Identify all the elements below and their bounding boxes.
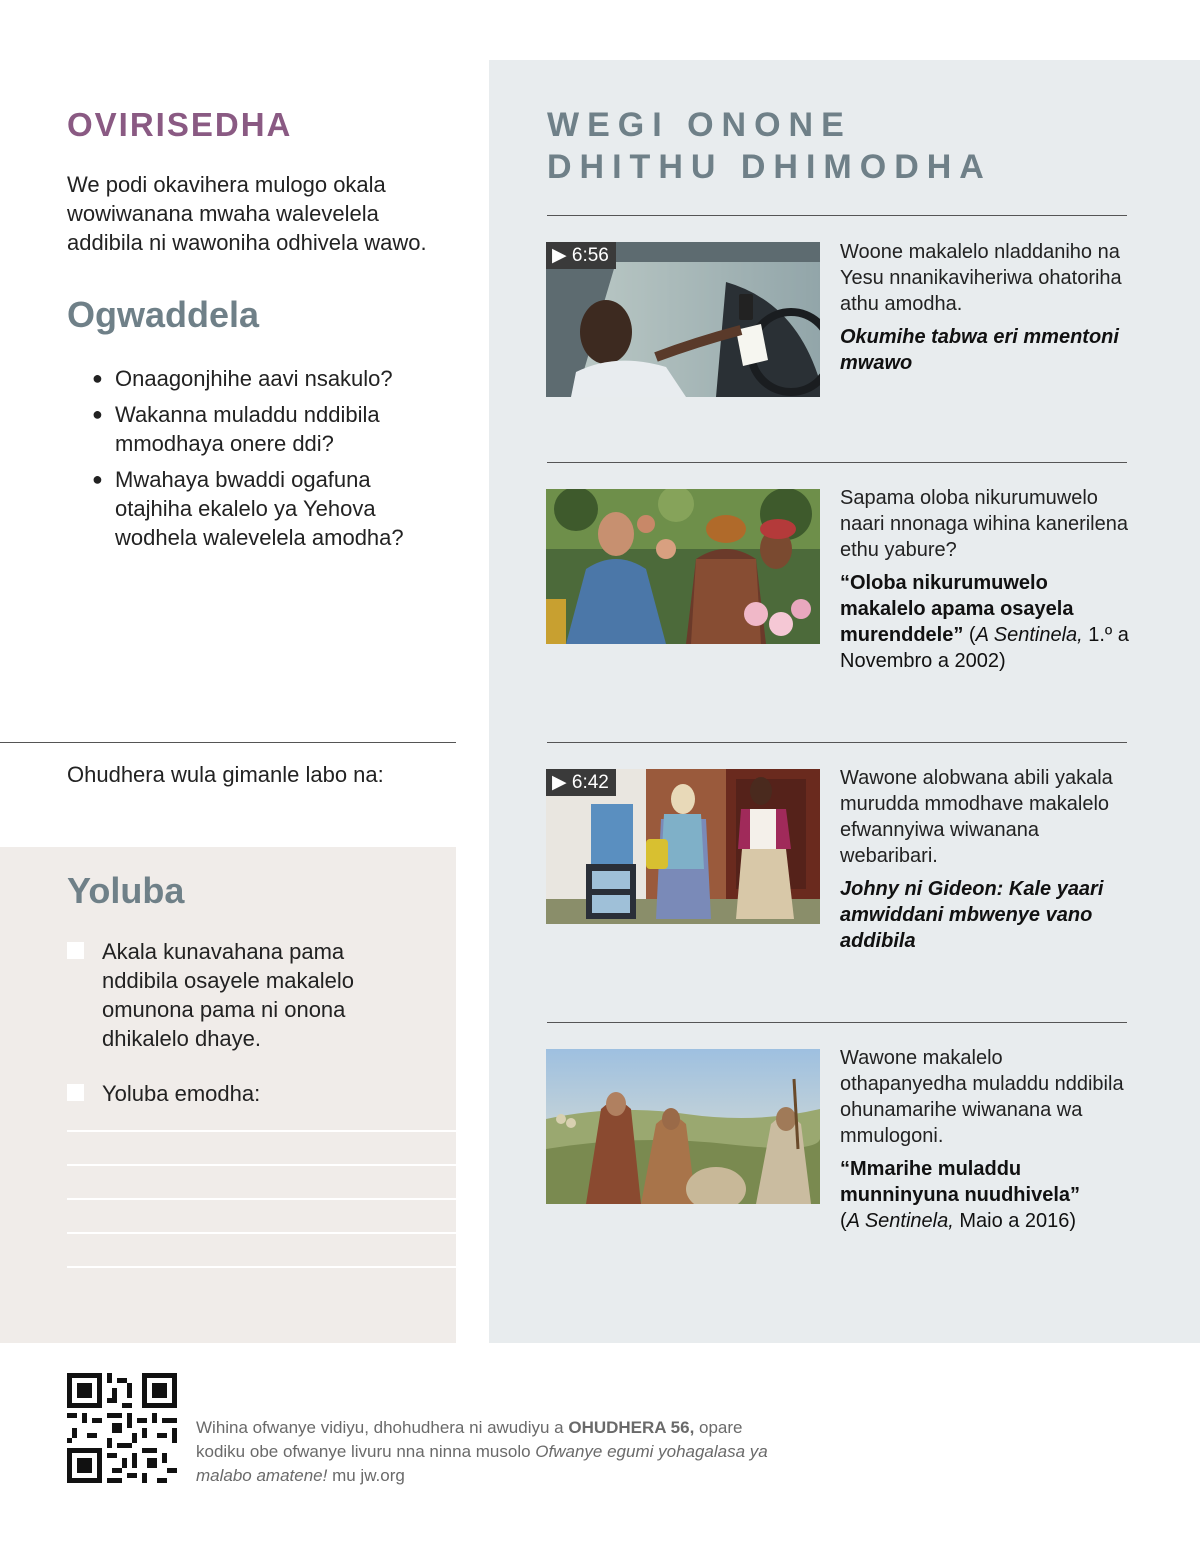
qr-code-icon (67, 1373, 177, 1483)
article-image[interactable] (546, 1049, 820, 1204)
writing-line (67, 1164, 456, 1166)
practice-title: Yoluba (67, 870, 185, 911)
resource-description: Sapama oloba nikurumuwelo naari nnonaga wihina kanerilena ethu yabure? (840, 487, 1128, 561)
resource-description: Wawone makalelo othapanyedha muladdu nddibila ohunamarihe wiwanana wa mmulogoni. (840, 1047, 1124, 1147)
review-question: ● Onaagonjhihe aavi nsakulo? (92, 366, 393, 391)
review-title: Ogwaddela (67, 294, 260, 335)
bullet-icon: ● (92, 469, 103, 489)
section-divider (547, 462, 1127, 463)
checkbox-icon[interactable] (67, 1084, 84, 1101)
video-duration: ▶ 6:42 (546, 769, 616, 796)
practice-item-text: Akala kunavahana pama nddibila osayele makalelo omunona pama ni onona dhikalelo dhaye. (102, 939, 354, 1051)
summary-text: We podi okavihera mulogo okala wowiwanana mwaha walevelela addibila ni wawoniha odhivela wawo. (67, 172, 427, 255)
writing-line (67, 1198, 456, 1200)
review-question-list (92, 364, 432, 559)
summary-title: OVIRISEDHA (67, 106, 293, 143)
video-duration: ▶ 6:56 (546, 242, 616, 269)
review-question: ● Mwahaya bwaddi ogafuna otajhiha ekalelo ya Yehova wodhela walevelela amodha? (92, 467, 404, 550)
section-divider (547, 215, 1127, 216)
writing-line (67, 1266, 456, 1268)
qr-code[interactable] (67, 1373, 177, 1483)
greeting-scene-image (546, 489, 820, 644)
footer-text: Wihina ofwanye vidiyu, dhohudhera ni awudiyu a OHUDHERA 56, opare kodiku obe ofwanye livuru nna ninna musolo Ofwanye egumi yohagalasa ya malabo amatene! mu jw.org (196, 1418, 768, 1485)
review-question: ● Wakanna muladdu nddibila mmodhaya onere ddi? (92, 402, 380, 456)
resource-description: Wawone alobwana abili yakala murudda mmodhave makalelo efwannyiwa wiwanana webaribari. (840, 767, 1113, 867)
video-thumbnail[interactable] (546, 769, 820, 924)
resource-title[interactable]: “Mmarihe muladdu munninyuna nuudhivela” (A Sentinela, Maio a 2016) (840, 1158, 1081, 1232)
video-thumbnail[interactable] (546, 242, 820, 397)
section-divider (0, 742, 456, 743)
section-divider (547, 1022, 1127, 1023)
resource-title[interactable]: Johny ni Gideon: Kale yaari amwiddani mbwenye vano addibila (840, 878, 1104, 952)
resource-description: Woone makalelo nladdaniho na Yesu nnanikaviheriwa ohatoriha athu amodha. (840, 241, 1122, 315)
resource-title[interactable]: “Oloba nikurumuwelo makalelo apama osayela murenddele” (A Sentinela, 1.º a Novembro a 2002) (840, 572, 1129, 672)
biblical-scene-image (546, 1049, 820, 1204)
checkbox-icon[interactable] (67, 942, 84, 959)
section-divider (547, 742, 1127, 743)
writing-line (67, 1130, 456, 1132)
bullet-icon: ● (92, 404, 103, 424)
resource-title[interactable]: Okumihe tabwa eri mmentoni mwawo (840, 326, 1119, 374)
next-lesson-text: Ohudhera wula gimanle labo na: (67, 762, 384, 787)
article-image[interactable] (546, 489, 820, 644)
writing-line (67, 1232, 456, 1234)
bullet-icon: ● (92, 368, 103, 388)
practice-item-text: Yoluba emodha: (102, 1081, 261, 1106)
explore-title: WEGI ONONE DHITHU DHIMODHA (547, 106, 992, 186)
